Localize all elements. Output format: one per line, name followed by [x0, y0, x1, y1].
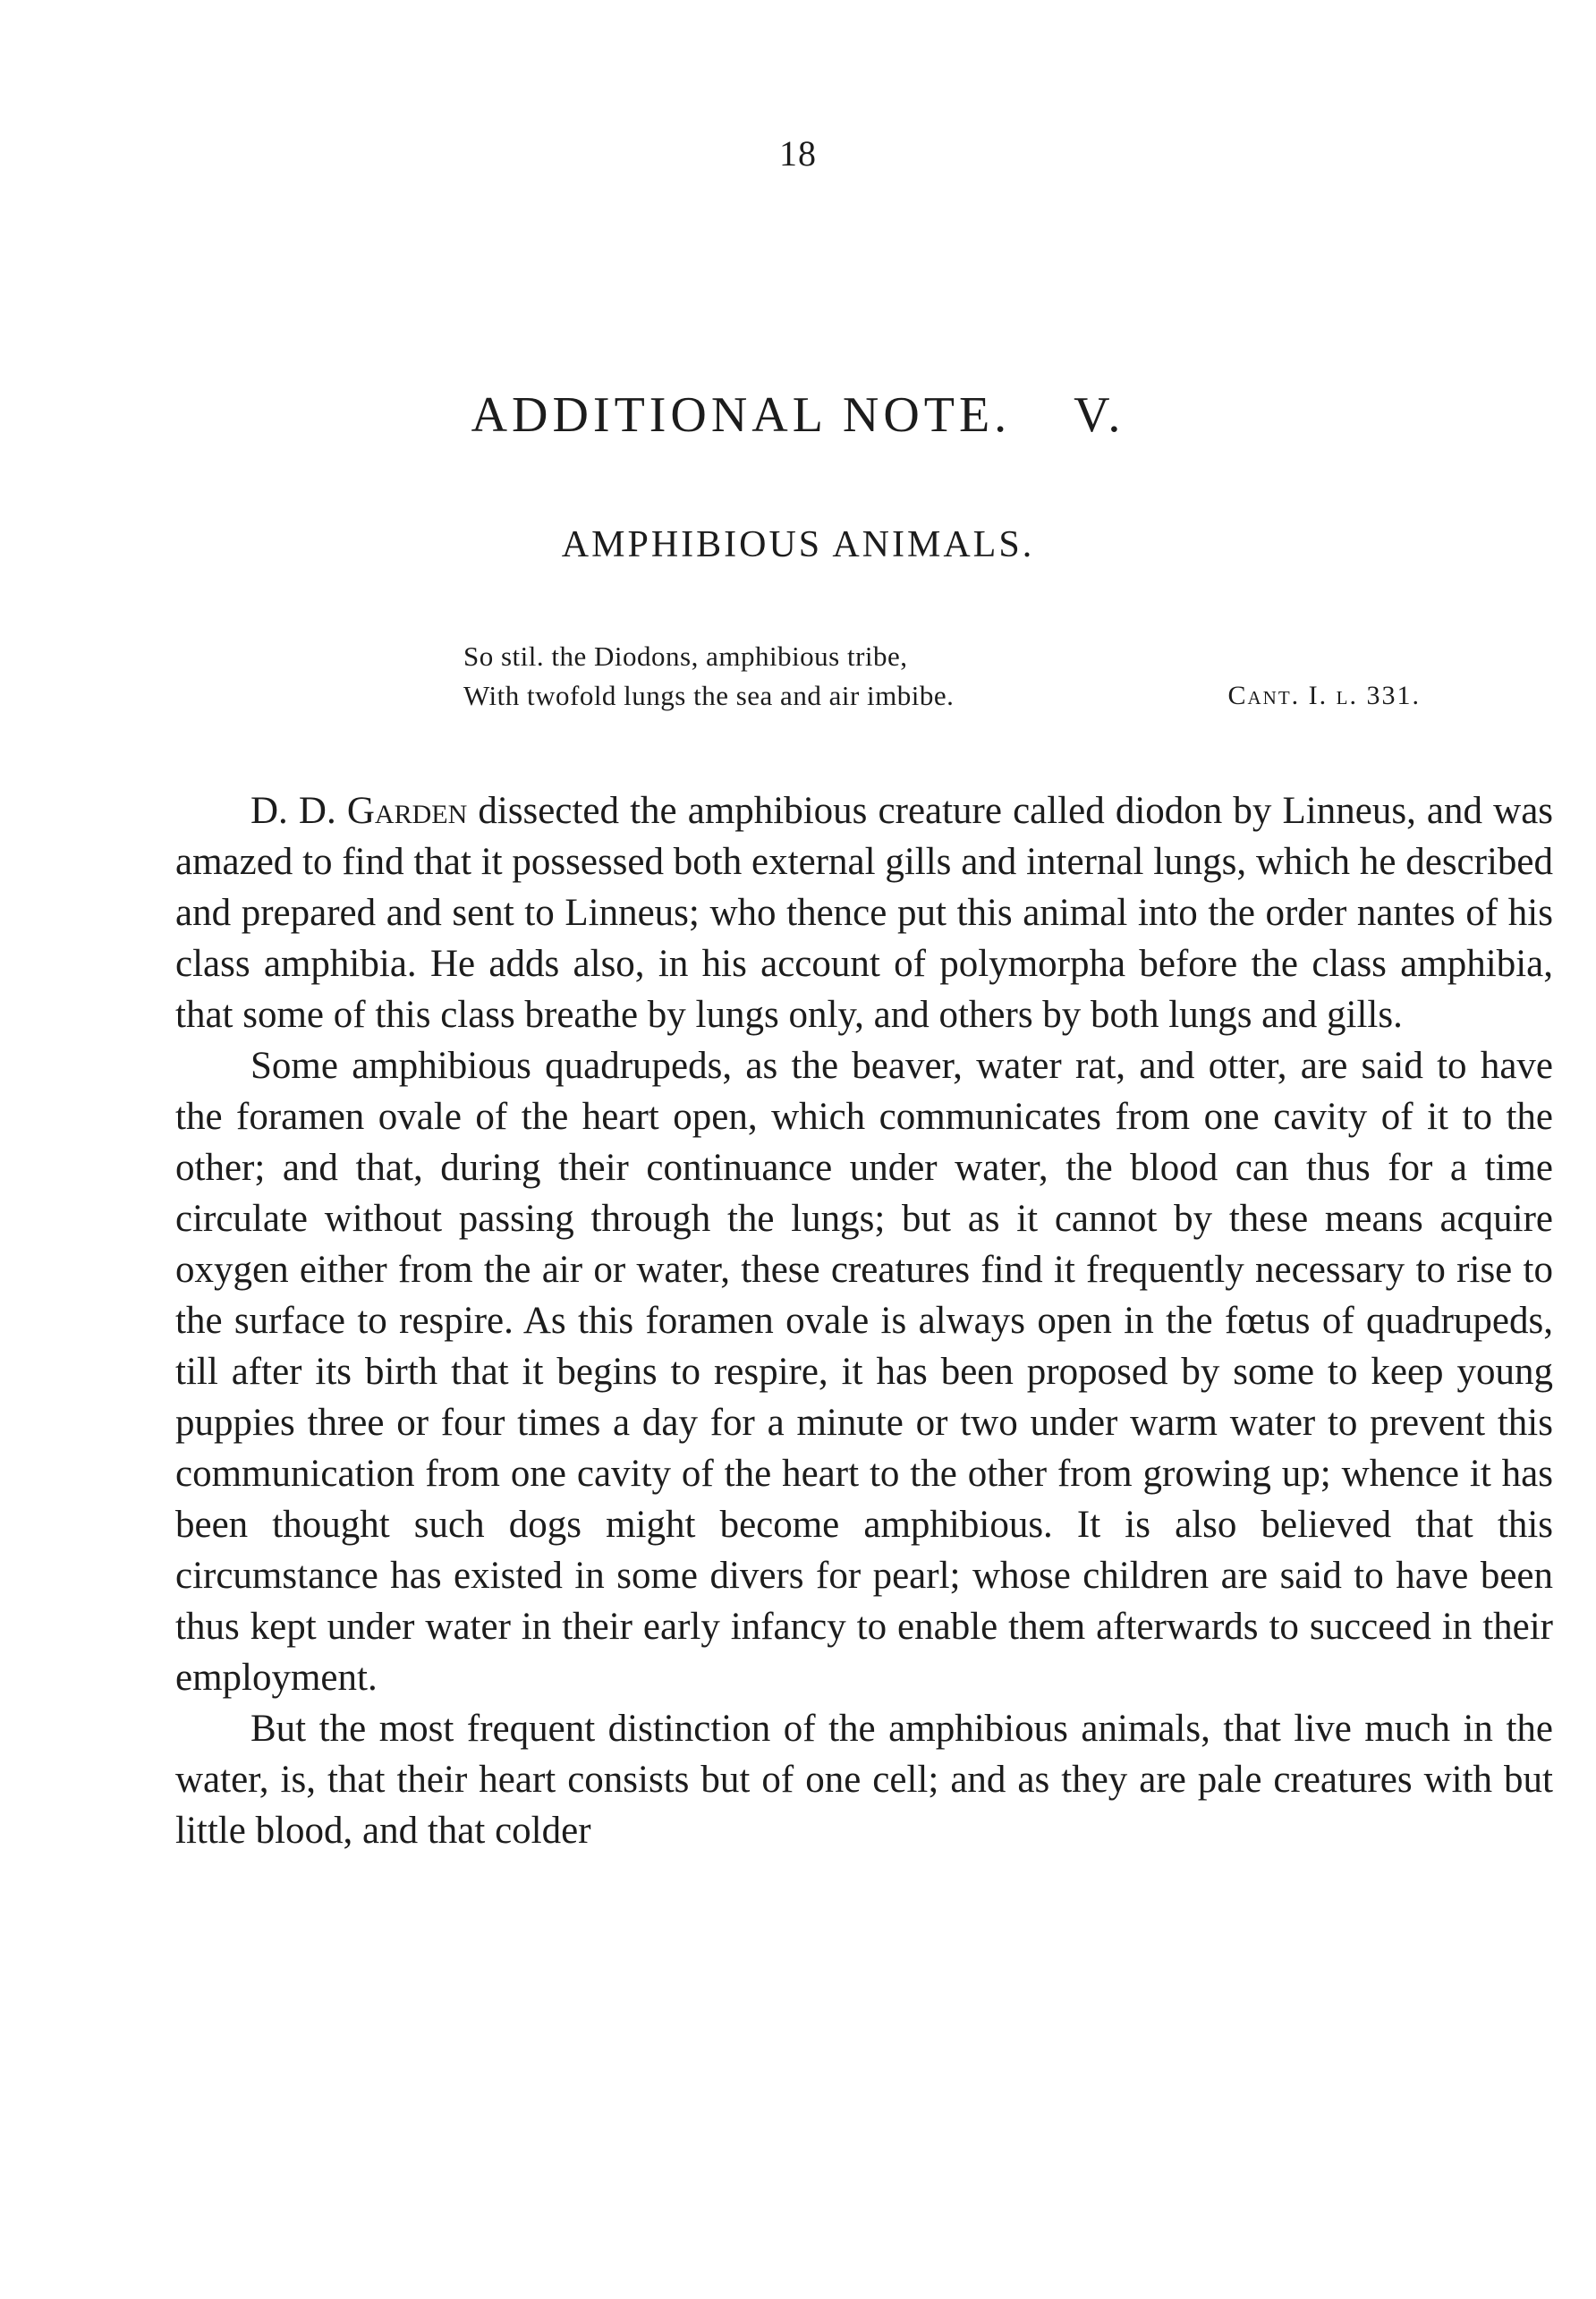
epigraph-line-1: So stil. the Diodons, amphibious tribe,: [463, 640, 908, 672]
note-heading-number: V.: [1074, 387, 1125, 443]
body-text: [175, 785, 1553, 1856]
paragraph-1-text: dissected the amphibious creature called diodon by Linneus, and was amazed to find that it possessed both external gills and internal lungs, which he described and prepared and sent to Linneus; who thence put this animal into the order nantes of his class amphibia. He adds also, in his account of polymorpha before the class amphibia, that some of this class breathe by lungs only, and others by both lungs and gills.: [175, 790, 1554, 1036]
epigraph: [463, 637, 1421, 716]
epigraph-line-2: With twofold lungs the sea and air imbibe.: [463, 680, 955, 711]
section-subheading: AMPHIBIOUS ANIMALS.: [561, 524, 1035, 565]
note-heading: [0, 386, 1596, 444]
note-heading-title: ADDITIONAL NOTE.: [471, 387, 1012, 443]
paragraph-2: Some amphibious quadrupeds, as the beaver, water rat, and otter, are said to have the foramen ovale of the heart open, which communicates from one cavity of it to the other; and that, during their continuance under water, the blood can thus for a time circulate without passing through the lungs; but as it cannot by these means acquire oxygen either from the air or water, these creatures find it frequently necessary to rise to the surface to respire. As this foramen ovale is always open in the fœtus of quadrupeds, till after its birth that it begins to respire, it has been proposed by some to keep young puppies three or four times a day for a minute or two under warm water to prevent this communication from one cavity of the heart to the other from growing up; whence it has been thought such dogs might become amphibious. It is also believed that this circumstance has existed in some divers for pearl; whose children are said to have been thus kept under water in their early infancy to enable them afterwards to succeed in their employment.: [175, 1045, 1553, 1699]
paragraph-1-lead: D. D.: [250, 790, 336, 832]
author-name: Garden: [346, 790, 468, 832]
paragraph-3: But the most frequent distinction of the amphibious animals, that live much in the water, is, that their heart consists but of one cell; and as they are pale creatures with but little blood, and that colder: [175, 1708, 1553, 1852]
page-number: 18: [779, 133, 817, 174]
epigraph-citation: Cant. I. l. 331.: [1227, 681, 1421, 710]
paragraph-1: [175, 785, 1553, 1040]
